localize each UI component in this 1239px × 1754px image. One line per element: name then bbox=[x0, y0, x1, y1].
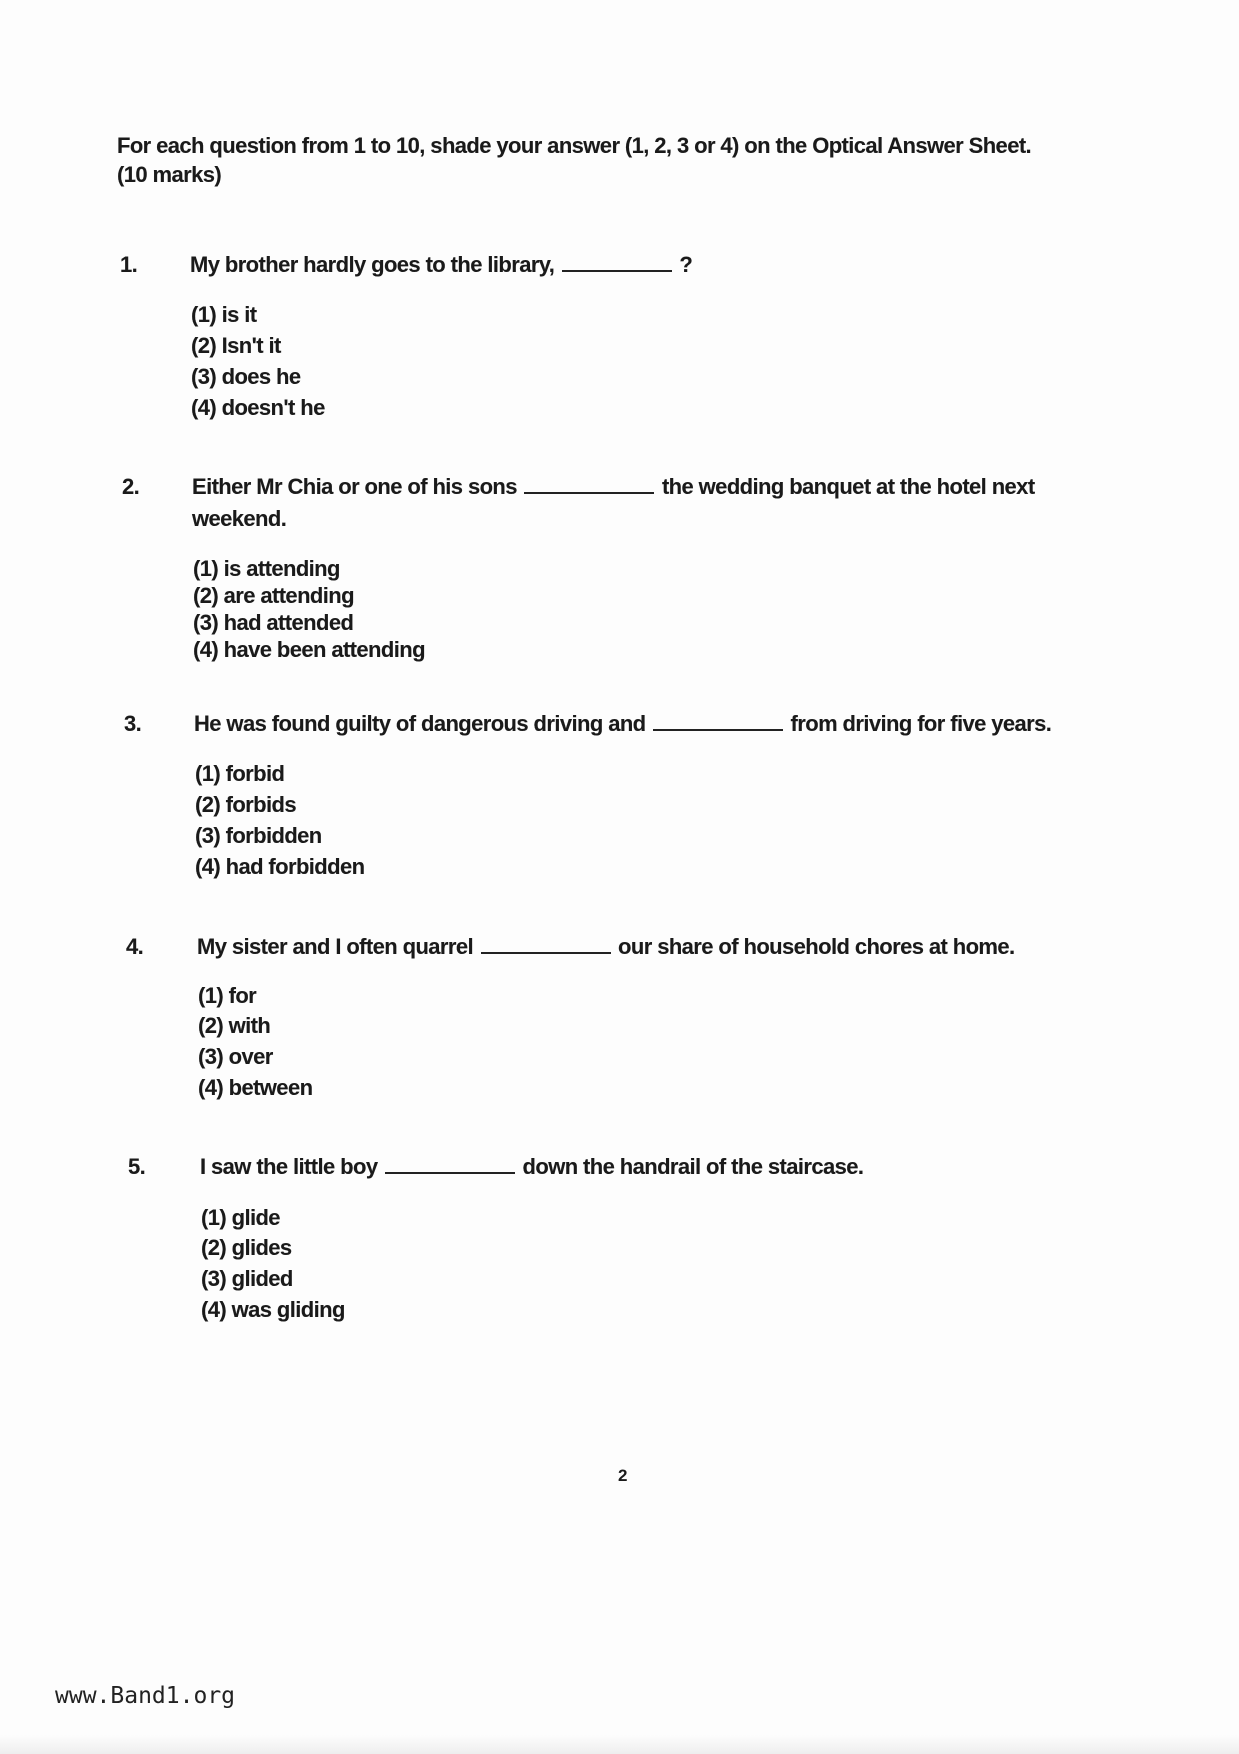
answer-option: (1) forbid bbox=[195, 761, 285, 786]
question-stem bbox=[192, 474, 1035, 500]
stem-text: down the handrail of the staircase. bbox=[522, 1154, 864, 1179]
instruction-line: For each question from 1 to 10, shade your answer (1, 2, 3 or 4) on the Optical Answer Sheet. bbox=[117, 133, 1032, 158]
question-stem bbox=[200, 1154, 863, 1180]
stem-text: My sister and I often quarrel bbox=[197, 934, 474, 959]
question-number: 2. bbox=[122, 474, 140, 499]
answer-option: (4) between bbox=[198, 1075, 313, 1100]
answer-option: (3) does he bbox=[191, 364, 301, 389]
page-number: 2 bbox=[618, 1466, 628, 1485]
answer-option: (1) is it bbox=[191, 302, 257, 327]
answer-blank bbox=[385, 1171, 515, 1174]
question-stem bbox=[194, 711, 1051, 737]
scan-edge bbox=[0, 1735, 1239, 1754]
answer-option: (3) had attended bbox=[193, 610, 354, 635]
stem-text: Either Mr Chia or one of his sons bbox=[192, 474, 517, 499]
answer-option: (1) glide bbox=[201, 1205, 280, 1230]
answer-option: (2) forbids bbox=[195, 792, 296, 817]
answer-option: (2) glides bbox=[201, 1235, 292, 1260]
instruction-marks: (10 marks) bbox=[117, 162, 222, 187]
stem-text: ? bbox=[679, 252, 693, 277]
answer-blank bbox=[562, 269, 672, 272]
answer-option: (1) is attending bbox=[193, 556, 340, 581]
question-stem bbox=[190, 252, 692, 278]
stem-text: He was found guilty of dangerous driving and bbox=[194, 711, 646, 736]
question-number: 4. bbox=[126, 934, 144, 959]
stem-text: from driving for five years. bbox=[790, 711, 1052, 736]
question-number: 1. bbox=[120, 252, 138, 277]
answer-option: (3) forbidden bbox=[195, 823, 322, 848]
answer-option: (2) with bbox=[198, 1013, 271, 1038]
answer-blank bbox=[653, 728, 783, 731]
question-number: 3. bbox=[124, 711, 142, 736]
answer-option: (3) over bbox=[198, 1044, 273, 1069]
answer-option: (4) was gliding bbox=[201, 1297, 345, 1322]
stem-text: our share of household chores at home. bbox=[618, 934, 1015, 959]
stem-text: the wedding banquet at the hotel next bbox=[661, 474, 1035, 499]
answer-option: (4) have been attending bbox=[193, 637, 425, 662]
answer-option: (3) glided bbox=[201, 1266, 293, 1291]
question-number: 5. bbox=[128, 1154, 146, 1179]
answer-blank bbox=[481, 951, 611, 954]
answer-option: (4) had forbidden bbox=[195, 854, 365, 879]
stem-text: My brother hardly goes to the library, bbox=[190, 252, 555, 277]
answer-option: (2) Isn't it bbox=[191, 333, 281, 358]
footer-watermark: www.Band1.org bbox=[55, 1683, 236, 1709]
question-stem bbox=[197, 934, 1015, 960]
answer-option: (1) for bbox=[198, 983, 257, 1008]
answer-option: (4) doesn't he bbox=[191, 395, 325, 420]
answer-option: (2) are attending bbox=[193, 583, 354, 608]
answer-blank bbox=[524, 491, 654, 494]
question-stem-continued: weekend. bbox=[192, 506, 287, 531]
stem-text: I saw the little boy bbox=[200, 1154, 378, 1179]
